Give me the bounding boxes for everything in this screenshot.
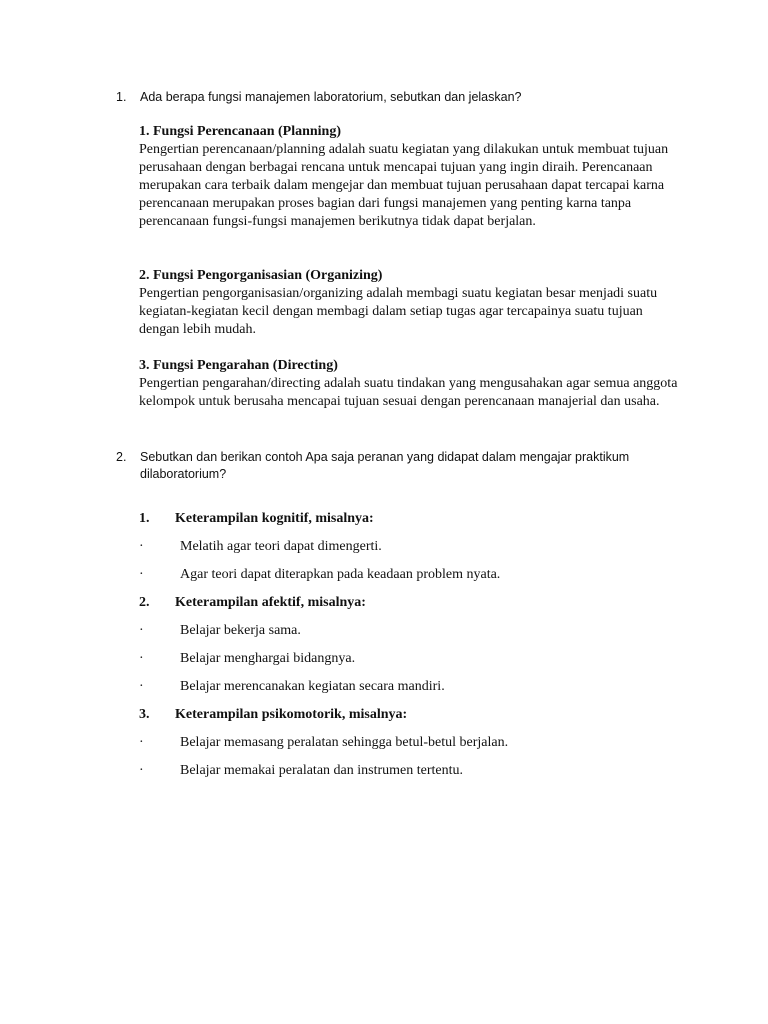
- list-item-text: Agar teori dapat diterapkan pada keadaan problem nyata.: [180, 567, 501, 582]
- section-heading: 2. Fungsi Pengorganisasian (Organizing): [139, 268, 383, 283]
- question-1-number: 1.: [116, 90, 127, 104]
- section-directing: [139, 357, 684, 411]
- section-body: Pengertian pengarahan/directing adalah suatu tindakan yang mengusahakan agar semua anggota kelompok untuk berusaha mencapai tujuan sesuai dengan perencanaan manajerial dan usaha.: [139, 376, 678, 409]
- bullet: ·: [139, 735, 144, 750]
- bullet: ·: [139, 623, 144, 638]
- bullet: ·: [139, 763, 144, 778]
- question-1-text: Ada berapa fungsi manajemen laboratorium, sebutkan dan jelaskan?: [140, 90, 522, 104]
- list-item-text: Belajar bekerja sama.: [180, 623, 301, 638]
- bullet: ·: [139, 651, 144, 666]
- list-item-text: Belajar memasang peralatan sehingga betul-betul berjalan.: [180, 735, 509, 750]
- question-2-number: 2.: [116, 450, 127, 464]
- section-body: Pengertian perencanaan/planning adalah suatu kegiatan yang dilakukan untuk membuat tujuan perusahaan dengan berbagai rencana untuk mencapai tujuan yang ingin diraih. Perencanaan merupakan cara terbaik dalam mengejar dan membuat tujuan perusahaan dapat tercapai karna perencanaan merupakan proses bagian dari fungsi manajemen yang penting karna tanpa perencanaan fungsi-fungsi manajemen berikutnya tidak dapat berjalan.: [139, 142, 669, 229]
- section-heading: 3. Fungsi Pengarahan (Directing): [139, 358, 338, 373]
- section-heading: 1. Fungsi Perencanaan (Planning): [139, 124, 341, 139]
- skill-number: 2.: [139, 595, 150, 610]
- bullet: ·: [139, 679, 144, 694]
- list-item-text: Belajar memakai peralatan dan instrumen tertentu.: [180, 763, 463, 778]
- skill-heading-text: Keterampilan kognitif, misalnya:: [175, 511, 374, 526]
- section-organizing: [139, 267, 684, 339]
- bullet: ·: [139, 539, 144, 554]
- bullet: ·: [139, 567, 144, 582]
- list-item-text: Belajar menghargai bidangnya.: [180, 651, 356, 666]
- skill-number: 1.: [139, 511, 150, 526]
- section-planning: [139, 123, 684, 231]
- list-item-text: Melatih agar teori dapat dimengerti.: [180, 539, 382, 554]
- list-item-text: Belajar merencanakan kegiatan secara mandiri.: [180, 679, 445, 694]
- skill-number: 3.: [139, 707, 150, 722]
- skill-heading-text: Keterampilan afektif, misalnya:: [175, 595, 366, 610]
- section-body: Pengertian pengorganisasian/organizing adalah membagi suatu kegiatan besar menjadi suatu kegiatan-kegiatan kecil dengan membagi dalam setiap tugas agar tercapainya suatu tujuan dengan lebih mudah.: [139, 286, 658, 337]
- skill-heading-text: Keterampilan psikomotorik, misalnya:: [175, 707, 408, 722]
- question-2-text: Sebutkan dan berikan contoh Apa saja peranan yang didapat dalam mengajar praktikum dilaboratorium?: [140, 450, 630, 481]
